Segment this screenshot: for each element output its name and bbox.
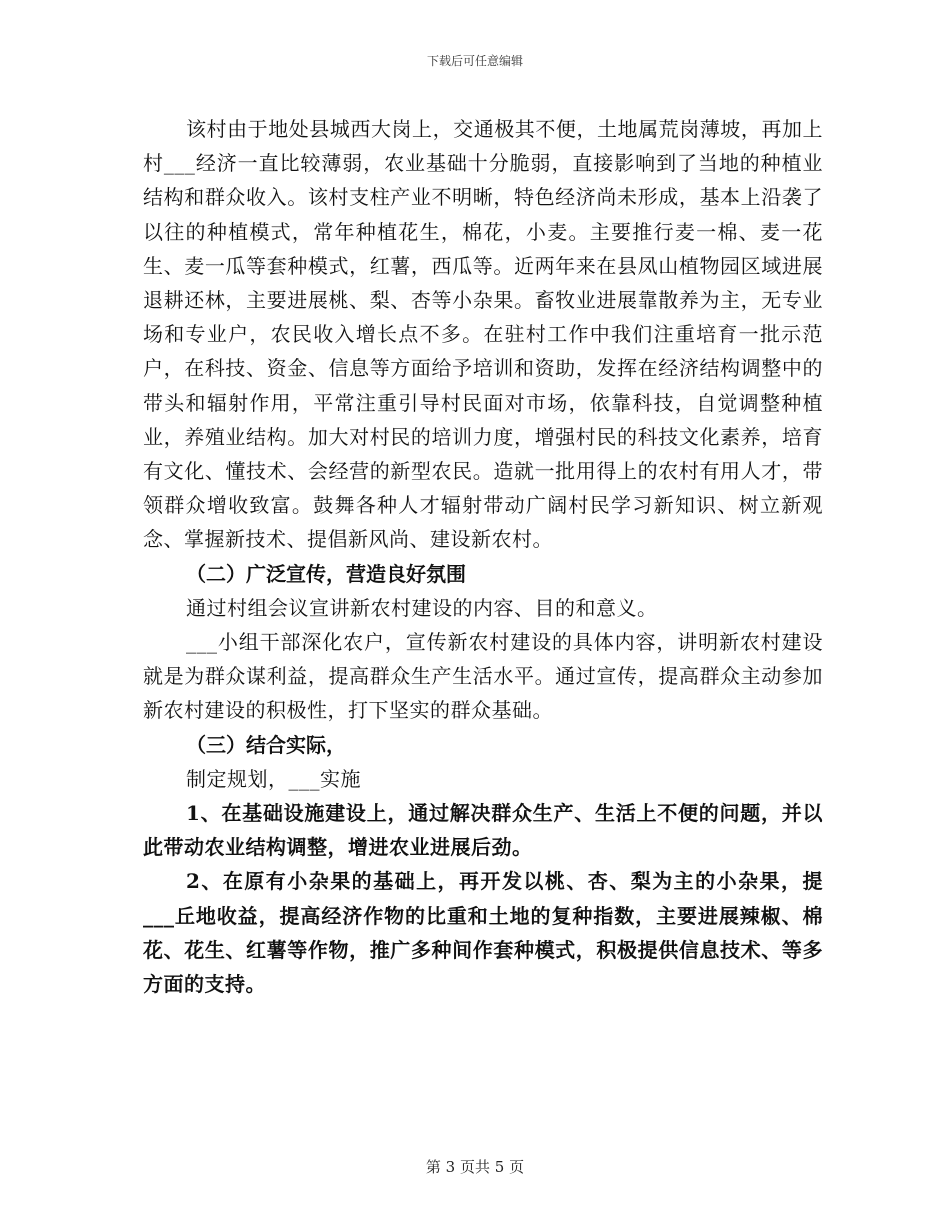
paragraph-village-meetings: 通过村组会议宣讲新农村建设的内容、目的和意义。 (186, 595, 658, 620)
paragraph-planning: 制定规划，___实施 (186, 766, 361, 791)
page-number: 第 3 页共 5 页 (425, 1158, 525, 1176)
paragraph-village-overview: 该村由于地处县城西大岗上，交通极其不便，土地属荒岗薄坡，再加上村___经济一直比较薄弱，农业基础十分脆弱，直接影响到了当地的种植业结构和群众收入。该村支柱产业不明晰，特色经济尚未形成，基本上沿袭了以往的种植模式，常年种植花生，棉花，小麦。主要推行麦一棉、麦一花生、麦一瓜等套种模式，红薯，西瓜等。近两年来在县凤山植物园区域进展退耕还林，主要进展桃、梨、杏等小杂果。畜牧业进展靠散养为主，无专业场和专业户，农民收入增长点不多。在驻村工作中我们注重培育一批示范户，在科技、资金、信息等方面给予培训和资助，发挥在经济结构调整中的带头和辐射作用，平常注重引导村民面对市场，依靠科技，自觉调整种植业，养殖业结构。加大对村民的培训力度，增强村民的科技文化素养，培育有文化、懂技术、会经营的新型农民。造就一批用得上的农村有用人才，带领群众增收致富。鼓舞各种人才辐射带动广阔村民学习新知识、树立新观念、掌握新技术、提倡新风尚、建设新农村。 (143, 117, 823, 552)
paragraph-cadre-outreach: ___小组干部深化农户，宣传新农村建设的具体内容，讲明新农村建设就是为群众谋利益，提高群众生产生活水平。通过宣传，提高群众主动参加新农村建设的积极性，打下坚实的群众基础。 (143, 630, 823, 723)
paragraph-infrastructure: 1、在基础设施建设上，通过解决群众生产、生活上不便的问题，并以此带动农业结构调整，增进农业进展后劲。 (143, 801, 823, 860)
paragraph-small-fruits: 2、在原有小杂果的基础上，再开发以桃、杏、梨为主的小杂果，提___丘地收益，提高经济作物的比重和土地的复种指数，主要进展辣椒、棉花、花生、红薯等作物，推广多种间作套种模式，积极提供信息技术、等多方面的支持。 (143, 869, 823, 997)
document-body (143, 112, 823, 1001)
page-header: 下载后可任意编辑 (426, 54, 523, 68)
section-heading-publicity: （二）广泛宣传，营造良好氛围 (186, 561, 466, 586)
section-heading-practical: （三）结合实际， (186, 732, 346, 757)
